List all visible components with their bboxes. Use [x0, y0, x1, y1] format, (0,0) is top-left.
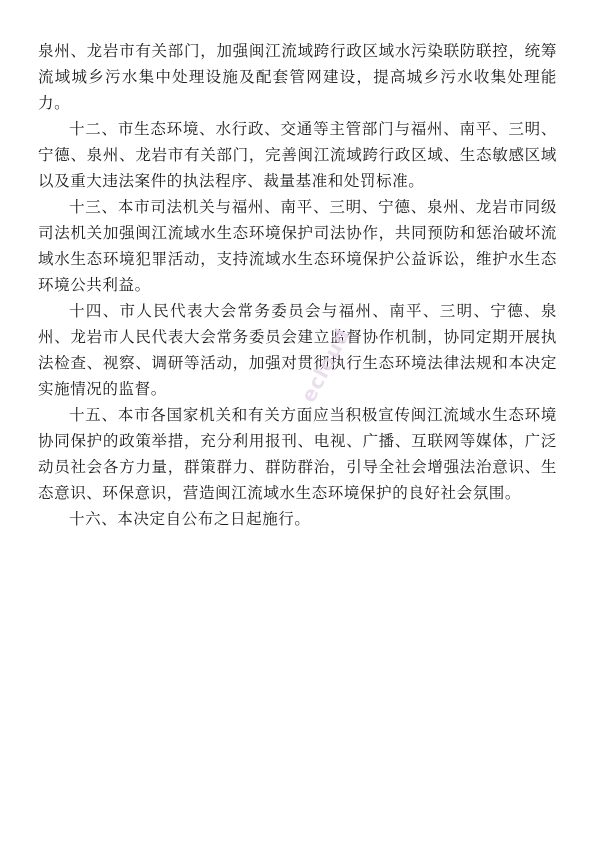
- paragraph-article-16: 十六、本决定自公布之日起施行。: [69, 510, 311, 528]
- paragraph-article-12: 十二、市生态环境、水行政、交通等主管部门与福州、南平、三明、宁德、泉州、龙岩市有关部门，完善闽江流域跨行政区域、生态敏感区域以及重大违法案件的执法程序、裁量基准和处罚标准。: [38, 120, 557, 190]
- document-body: [38, 38, 557, 532]
- paragraph-article-14: 十四、市人民代表大会常务委员会与福州、南平、三明、宁德、泉州、龙岩市人民代表大会常务委员会建立监督协作机制，协同定期开展执法检查、视察、调研等活动，加强对贯彻执行生态环境法律法规和本决定实施情况的监督。: [38, 302, 557, 398]
- watermark: ecloud: [296, 323, 356, 407]
- paragraph-continuation: 泉州、龙岩市有关部门，加强闽江流域跨行政区域水污染联防联控，统筹流域城乡污水集中处理设施及配套管网建设，提高城乡污水收集处理能力。: [38, 42, 557, 112]
- paragraph-article-15: 十五、本市各国家机关和有关方面应当积极宣传闽江流域水生态环境协同保护的政策举措，充分利用报刊、电视、广播、互联网等媒体，广泛动员社会各方力量，群策群力、群防群治，引导全社会增强法治意识、生态意识、环保意识，营造闽江流域水生态环境保护的良好社会氛围。: [38, 406, 557, 502]
- paragraph-article-13: 十三、本市司法机关与福州、南平、三明、宁德、泉州、龙岩市同级司法机关加强闽江流域水生态环境保护司法协作，共同预防和惩治破坏流域水生态环境犯罪活动，支持流域水生态环境保护公益诉讼，维护水生态环境公共利益。: [38, 198, 557, 294]
